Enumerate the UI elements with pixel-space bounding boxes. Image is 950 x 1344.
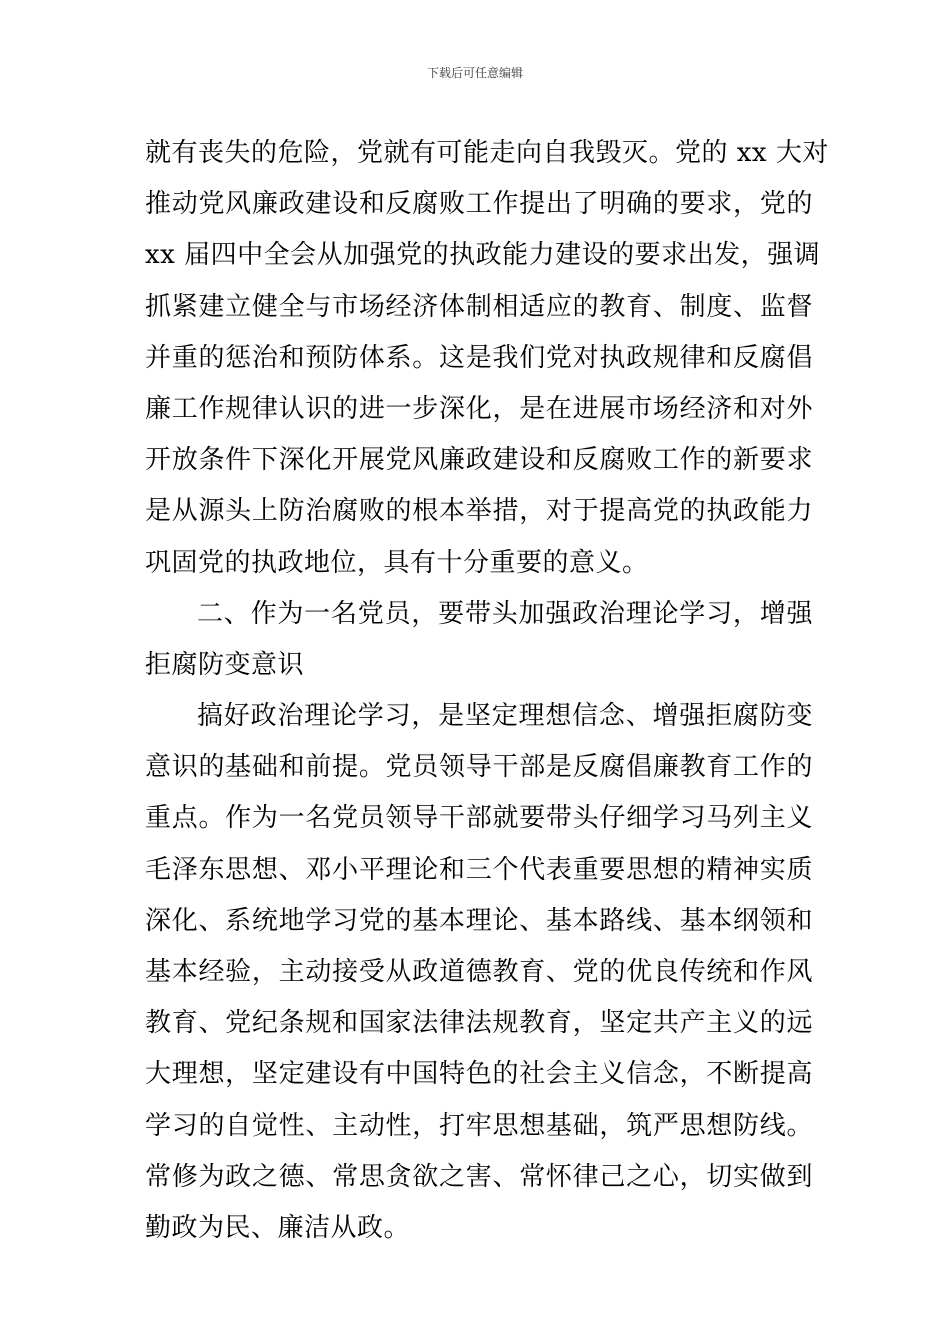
text-line: 抓紧建立健全与市场经济体制相适应的教育、制度、监督 xyxy=(145,291,813,322)
text-line: 并重的惩治和预防体系。这是我们党对执政规律和反腐倡 xyxy=(145,342,813,373)
text-line: 开放条件下深化开展党风廉政建设和反腐败工作的新要求 xyxy=(145,445,813,476)
text-line: 大理想，坚定建设有中国特色的社会主义信念，不断提高 xyxy=(145,1059,813,1090)
text-line: 意识的基础和前提。党员领导干部是反腐倡廉教育工作的 xyxy=(145,752,813,783)
text-line: 二、作为一名党员，要带头加强政治理论学习，增强 xyxy=(197,598,813,629)
text-line: 教育、党纪条规和国家法律法规教育，坚定共产主义的远 xyxy=(145,1008,813,1039)
text-line: 巩固党的执政地位，具有十分重要的意义。 xyxy=(145,547,649,578)
page-header-note: 下载后可任意编辑 xyxy=(426,66,523,80)
text-line: 拒腐防变意识 xyxy=(145,649,305,680)
text-line: 就有丧失的危险，党就有可能走向自我毁灭。党的 xx 大对 xyxy=(145,138,829,168)
text-line: xx 届四中全会从加强党的执政能力建设的要求出发，强调 xyxy=(145,240,821,271)
text-line: 基本经验，主动接受从政道德教育、党的优良传统和作风 xyxy=(145,957,813,987)
text-line: 深化、系统地学习党的基本理论、基本路线、基本纲领和 xyxy=(145,905,813,936)
text-line: 学习的自觉性、主动性，打牢思想基础，筑严思想防线。 xyxy=(145,1110,813,1141)
text-line: 重点。作为一名党员领导干部就要带头仔细学习马列主义 xyxy=(145,803,813,834)
text-line: 常修为政之德、常思贪欲之害、常怀律己之心，切实做到 xyxy=(145,1161,813,1192)
text-line: 廉工作规律认识的进一步深化，是在进展市场经济和对外 xyxy=(145,393,813,424)
text-line: 推动党风廉政建设和反腐败工作提出了明确的要求，党的 xyxy=(145,189,813,220)
text-line: 搞好政治理论学习，是坚定理想信念、增强拒腐防变 xyxy=(197,701,813,732)
text-line: 毛泽东思想、邓小平理论和三个代表重要思想的精神实质 xyxy=(145,854,813,885)
text-line: 是从源头上防治腐败的根本举措，对于提高党的执政能力 xyxy=(145,496,813,527)
document-body xyxy=(145,128,829,1254)
text-line: 勤政为民、廉洁从政。 xyxy=(145,1212,411,1243)
